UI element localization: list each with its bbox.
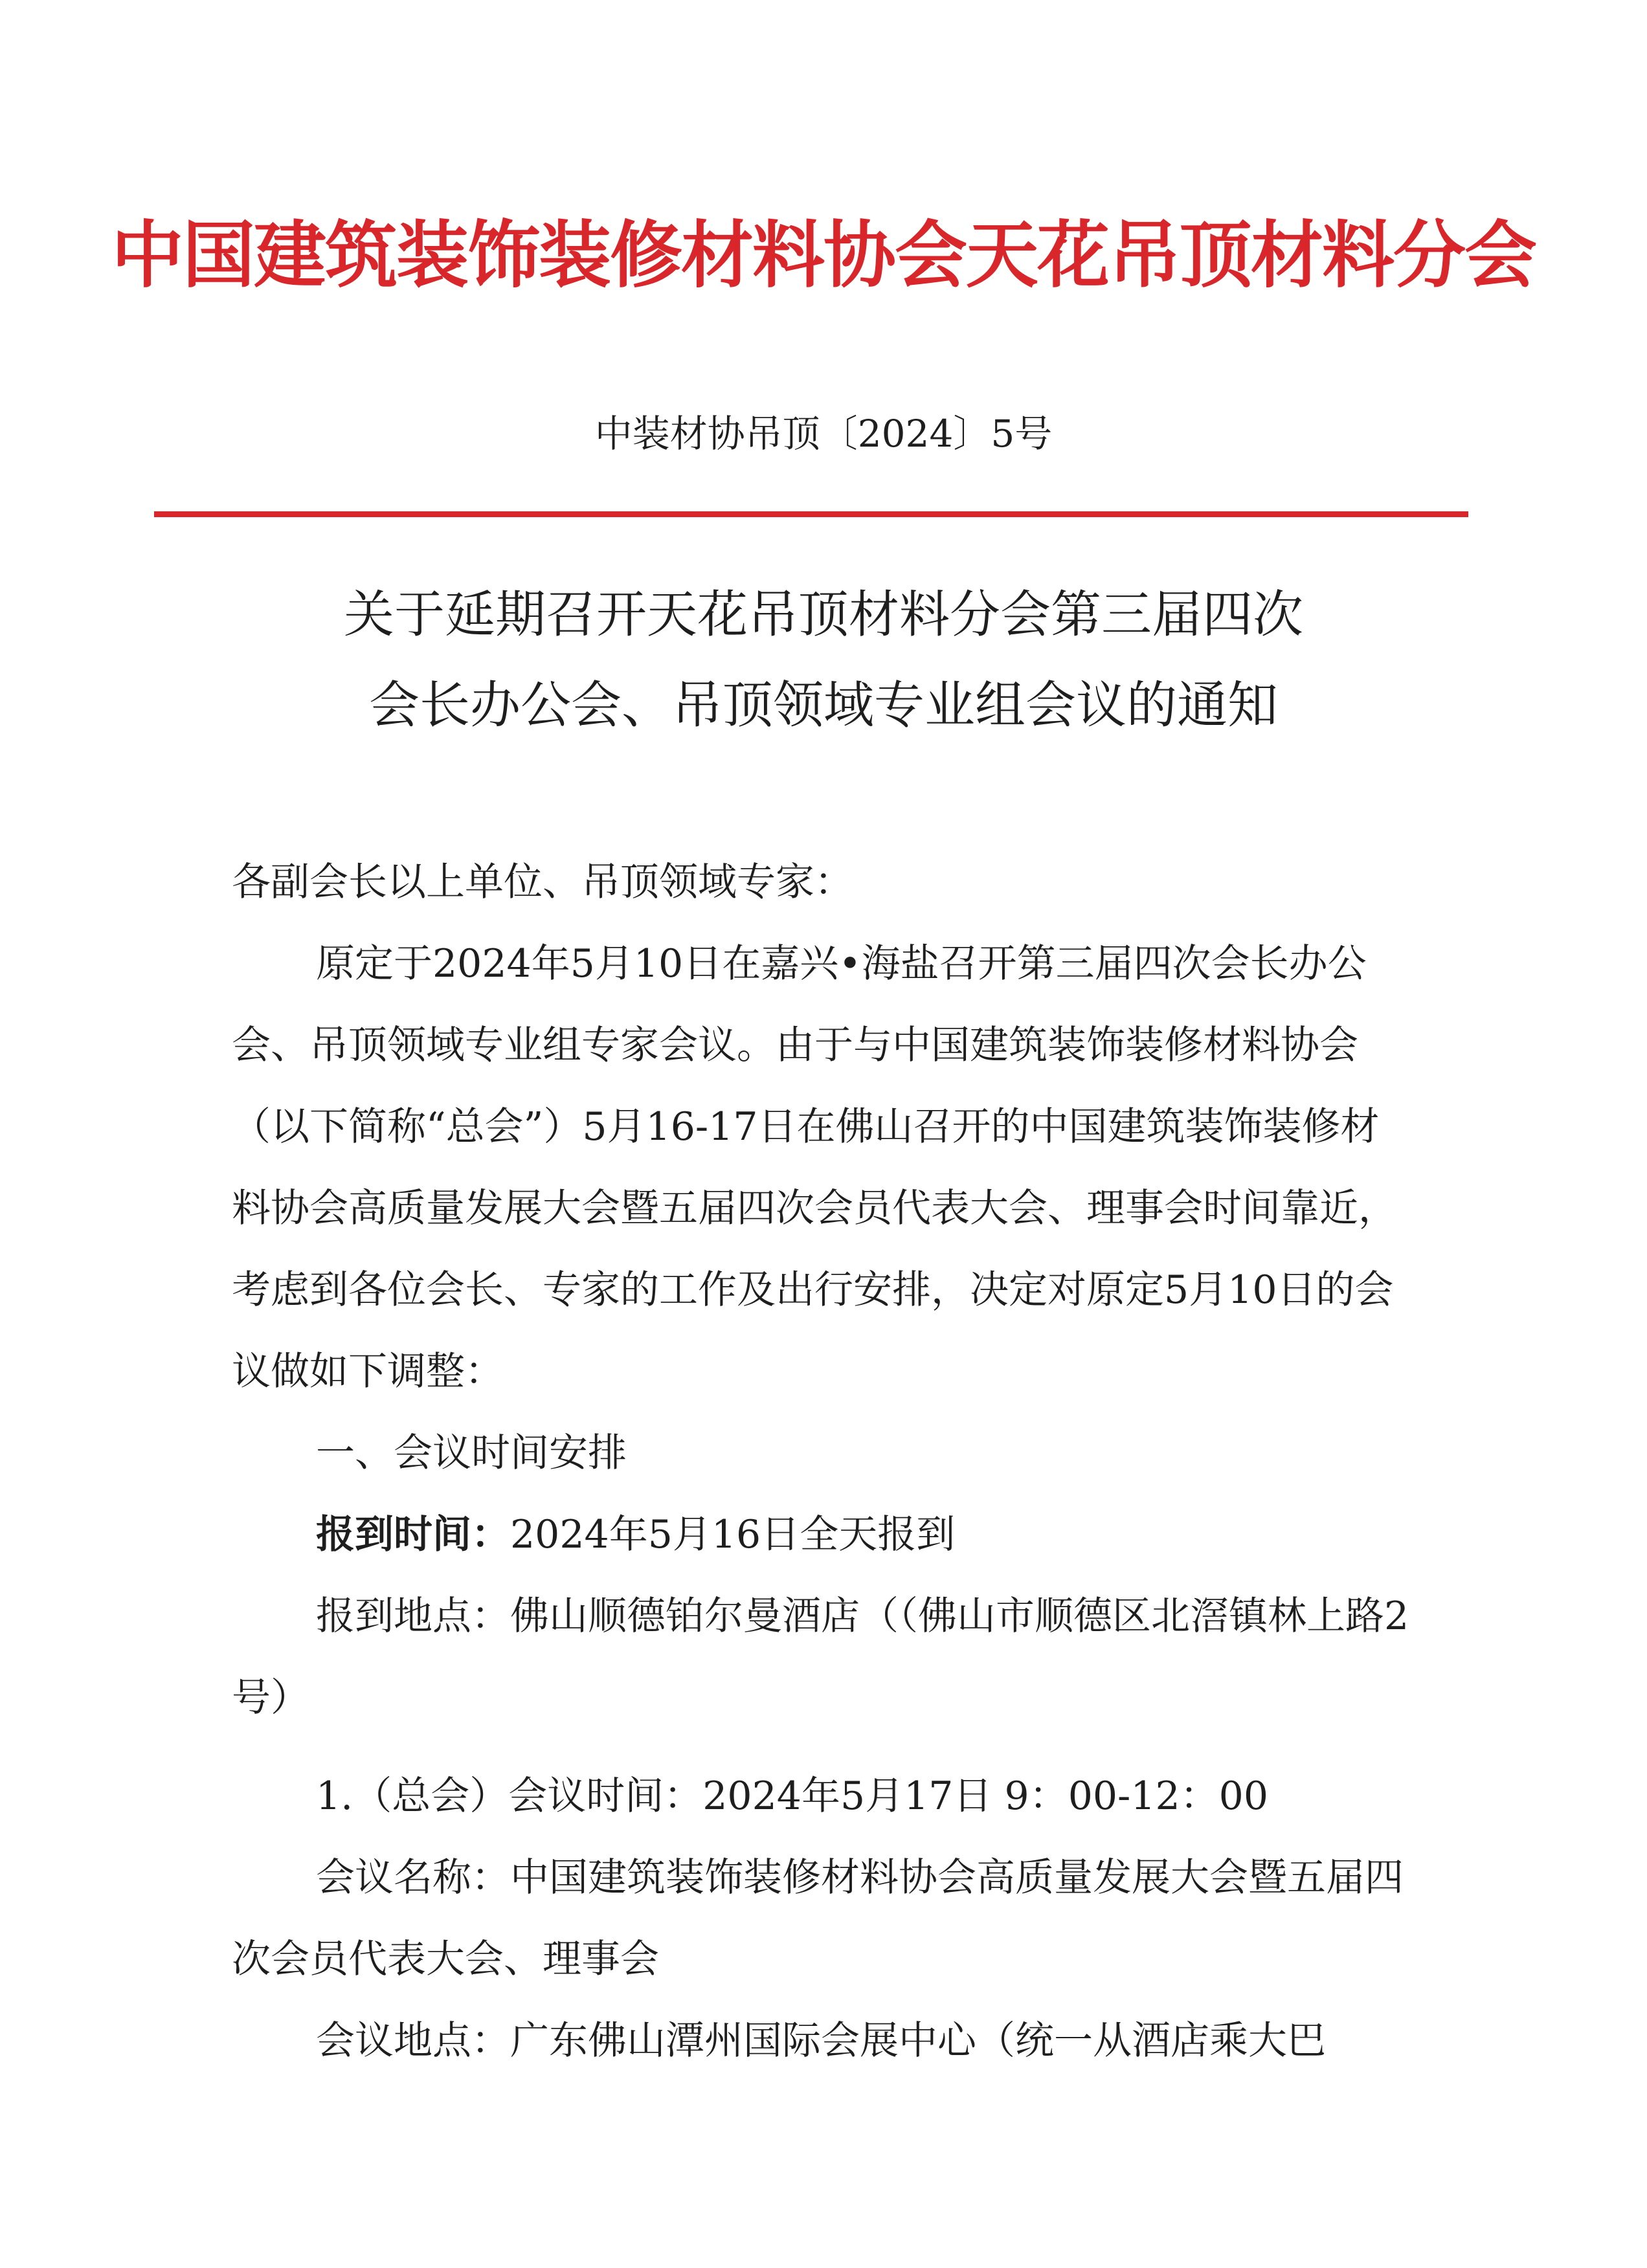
organization-header: 中国建筑装饰装修材料协会天花吊顶材料分会 (111, 214, 1536, 298)
title-line-2: 会长办公会、吊顶领域专业组会议的通知 (368, 676, 1278, 735)
meeting-1-time: 1.（总会）会议时间：2024年5月17日 9：00-12：00 (316, 1773, 1269, 1819)
paragraph-1: 原定于2024年5月10日在嘉兴•海盐召开第三届四次会长办公会、吊顶领域专业组专家会议。由于与中国建筑装饰装修材料协会（以下简称“总会”）5月16-17日在佛山召开的中国建筑装饰装修材料协会高质量发展大会暨五届四次会员代表大会、理事会时间靠近，考虑到各位会长、专家的工作及出行安排，决定对原定5月10日的会议做如下调整： (232, 941, 1397, 1394)
checkin-time-value: 2024年5月16日全天报到 (510, 1512, 956, 1557)
title-line-1: 关于延期召开天花吊顶材料分会第三届四次 (343, 586, 1303, 644)
document-body (232, 841, 1417, 2082)
meeting-1-name: 会议名称：中国建筑装饰装修材料协会高质量发展大会暨五届四次会员代表大会、理事会 (232, 1855, 1404, 1982)
red-divider-line (154, 511, 1468, 517)
checkin-time (232, 1494, 1417, 1575)
section-heading-1: 一、会议时间安排 (316, 1430, 627, 1476)
checkin-time-label: 报到时间： (316, 1512, 510, 1557)
salutation: 各副会长以上单位、吊顶领域专家： (232, 860, 853, 905)
document-number: 中装材协吊顶〔2024〕5号 (594, 412, 1053, 456)
meeting-1-place: 会议地点：广东佛山潭州国际会展中心（统一从酒店乘大巴 (316, 2018, 1326, 2063)
document-title (0, 570, 1647, 751)
checkin-place: 报到地点：佛山顺德铂尔曼酒店（（佛山市顺德区北滘镇林上路2号） (232, 1594, 1409, 1720)
